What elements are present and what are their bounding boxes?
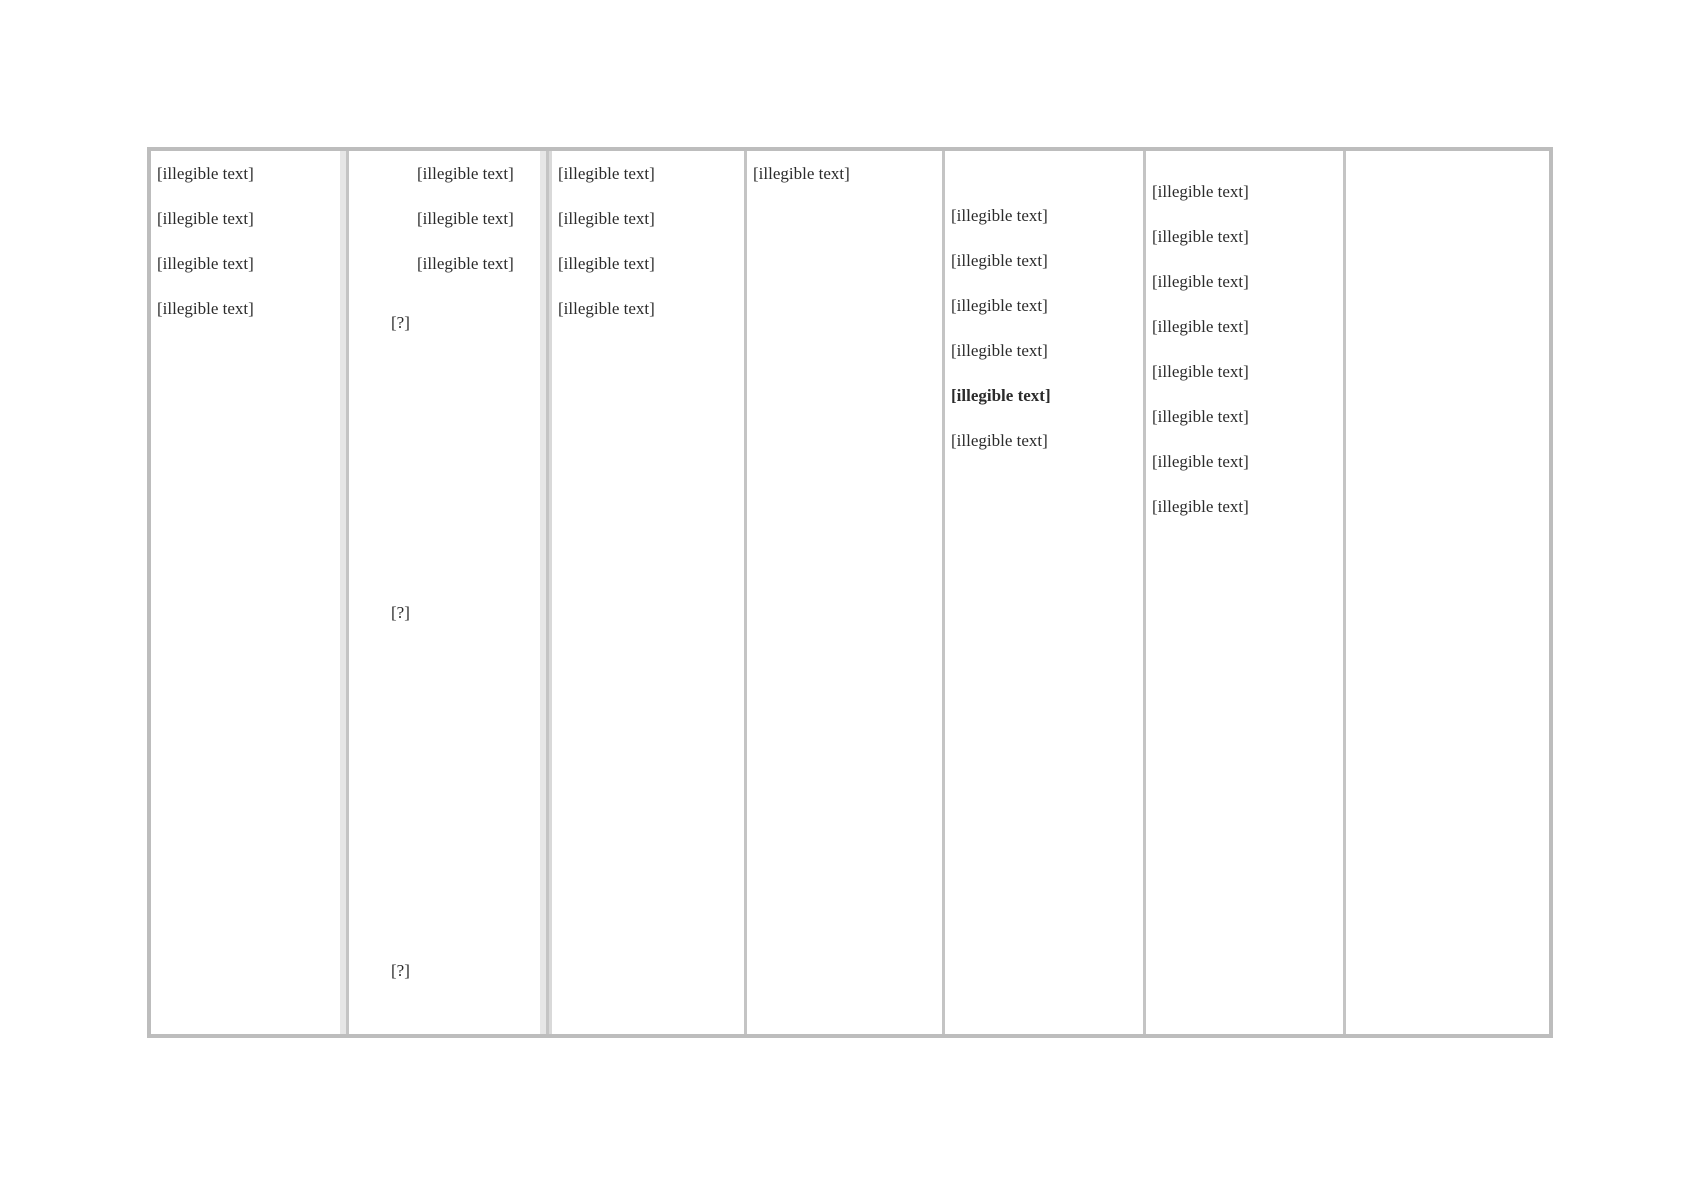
paragraph: [illegible text] — [951, 296, 1048, 315]
section-heading: [illegible text] — [1152, 272, 1249, 291]
table-column-7 — [1346, 151, 1549, 1034]
list-markers — [349, 151, 415, 1034]
paragraph: [illegible text] — [1152, 497, 1249, 516]
column-2-text — [415, 151, 546, 1034]
section-heading: [illegible text] — [951, 386, 1051, 405]
paragraph: [illegible text] — [558, 254, 655, 273]
paragraph: [illegible text] — [157, 164, 254, 183]
list-marker: [?] — [391, 313, 410, 332]
paragraph: [illegible text] — [1152, 227, 1249, 246]
paragraph: [illegible text] — [417, 209, 514, 228]
paragraph: [illegible text] — [951, 431, 1048, 450]
table-column-2 — [349, 151, 549, 1034]
paragraph: [illegible text] — [1152, 317, 1249, 336]
table-column-3 — [549, 151, 747, 1034]
paragraph: [illegible text] — [1152, 362, 1249, 381]
column-shade — [340, 151, 346, 1034]
section-heading: [illegible text] — [1152, 182, 1249, 201]
content-table — [147, 147, 1553, 1038]
column-1-text — [151, 151, 346, 321]
table-column-5 — [945, 151, 1146, 1034]
column-6-text — [1146, 151, 1343, 519]
column-5-text — [945, 151, 1143, 453]
table-column-6 — [1146, 151, 1346, 1034]
list-marker: [?] — [391, 961, 410, 980]
paragraph: [illegible text] — [558, 299, 655, 318]
column-4-text — [747, 151, 942, 186]
section-heading: [illegible text] — [1152, 407, 1249, 426]
paragraph: [illegible text] — [558, 164, 655, 183]
column-shade — [540, 151, 546, 1034]
paragraph: [illegible text] — [157, 209, 254, 228]
paragraph: [illegible text] — [753, 164, 850, 183]
paragraph: [illegible text] — [558, 209, 655, 228]
paragraph: [illegible text] — [951, 251, 1048, 270]
paragraph: [illegible text] — [951, 341, 1048, 360]
paragraph: [illegible text] — [417, 254, 514, 273]
paragraph: [illegible text] — [1152, 452, 1249, 471]
paragraph: [illegible text] — [157, 299, 254, 318]
list-marker: [?] — [391, 603, 410, 622]
table-column-4 — [747, 151, 945, 1034]
paragraph: [illegible text] — [157, 254, 254, 273]
column-3-text — [552, 151, 744, 321]
paragraph: [illegible text] — [417, 164, 514, 183]
paragraph: [illegible text] — [951, 206, 1048, 225]
table-column-1 — [151, 151, 349, 1034]
